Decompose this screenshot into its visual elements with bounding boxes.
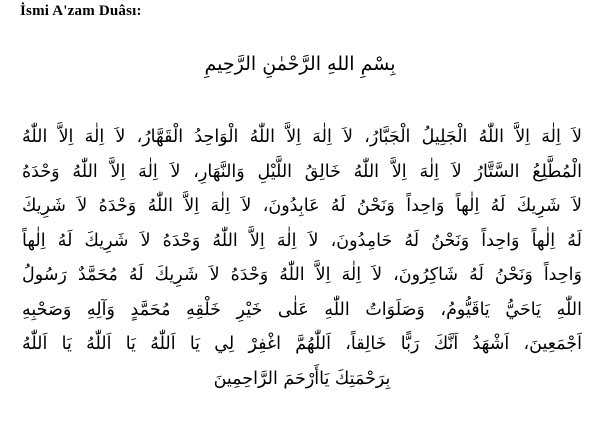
basmala-line: بِسْمِ اللهِ الرَّحْمٰنِ الرَّحِيمِ <box>204 53 396 75</box>
prayer-line: لاَ شَرِيكَ لَهُ اِلٰهاً وَاحِداً وَنَحْنُ لَهُ عَابِدُونَ، لاَ اِلٰهَ اِلاَّ اللّٰهُ وَحْدَهُ لاَ شَرِيكَ <box>22 196 582 216</box>
prayer-line: اَجْمَعِينَ، اَشْهَدُ اَنَّكَ رَبًّا خَالِقاً، اَللّٰهُمَّ اغْفِرْ لِي يَا اَللّٰهُ يَا اَللّٰهُ يَا اَللّٰهُ <box>22 334 582 354</box>
prayer-text <box>22 120 582 396</box>
prayer-line: لاَ اِلٰهَ اِلاَّ اللّٰهُ الْجَلِيلُ الْجَبَّارُ، لاَ اِلٰهَ اِلاَّ اللّٰهُ الْوَاحِدُ الْقَهَّارُ، لاَ اِلٰهَ اِلاَّ اللّٰهُ <box>22 127 582 147</box>
prayer-line: اللّٰهِ يَاحَيُّ يَاقَيُّومُ، وَصَلَوَاتُ اللّٰهِ عَلٰى خَيْرِ خَلْقِهِ مُحَمَّدٍ وَآلِهِ وَصَحْبِهِ <box>22 299 582 320</box>
prayer-line: الْمُطَّلِعُ السَّتَّارُ لاَ اِلٰهَ اِلاَّ اللّٰهُ خَالِقُ اللَّيْلِ وَالنَّهَارِ، لاَ اِلٰهَ اِلاَّ اللّٰهُ وَحْدَهُ <box>22 161 582 182</box>
prayer-line: لَهُ اِلٰهاً وَاحِداً وَنَحْنُ لَهُ حَامِدُونَ، لاَ اِلٰهَ اِلاَّ اللّٰهُ وَحْدَهُ لاَ شَرِيكَ لَهُ اِلٰهاً <box>22 230 582 251</box>
prayer-title: İsmi A'zam Duâsı: <box>20 3 142 19</box>
prayer-line: وَاحِداً وَنَحْنُ لَهُ شَاكِرُونَ، لاَ اِلٰهَ اِلاَّ اللّٰهُ وَحْدَهُ لاَ شَرِيكَ لَهُ مُحَمَّدٌ رَسُولُ <box>22 265 582 285</box>
prayer-line: بِرَحْمَتِكَ يَاأَرْحَمَ الرَّاحِمِينَ <box>213 368 391 389</box>
